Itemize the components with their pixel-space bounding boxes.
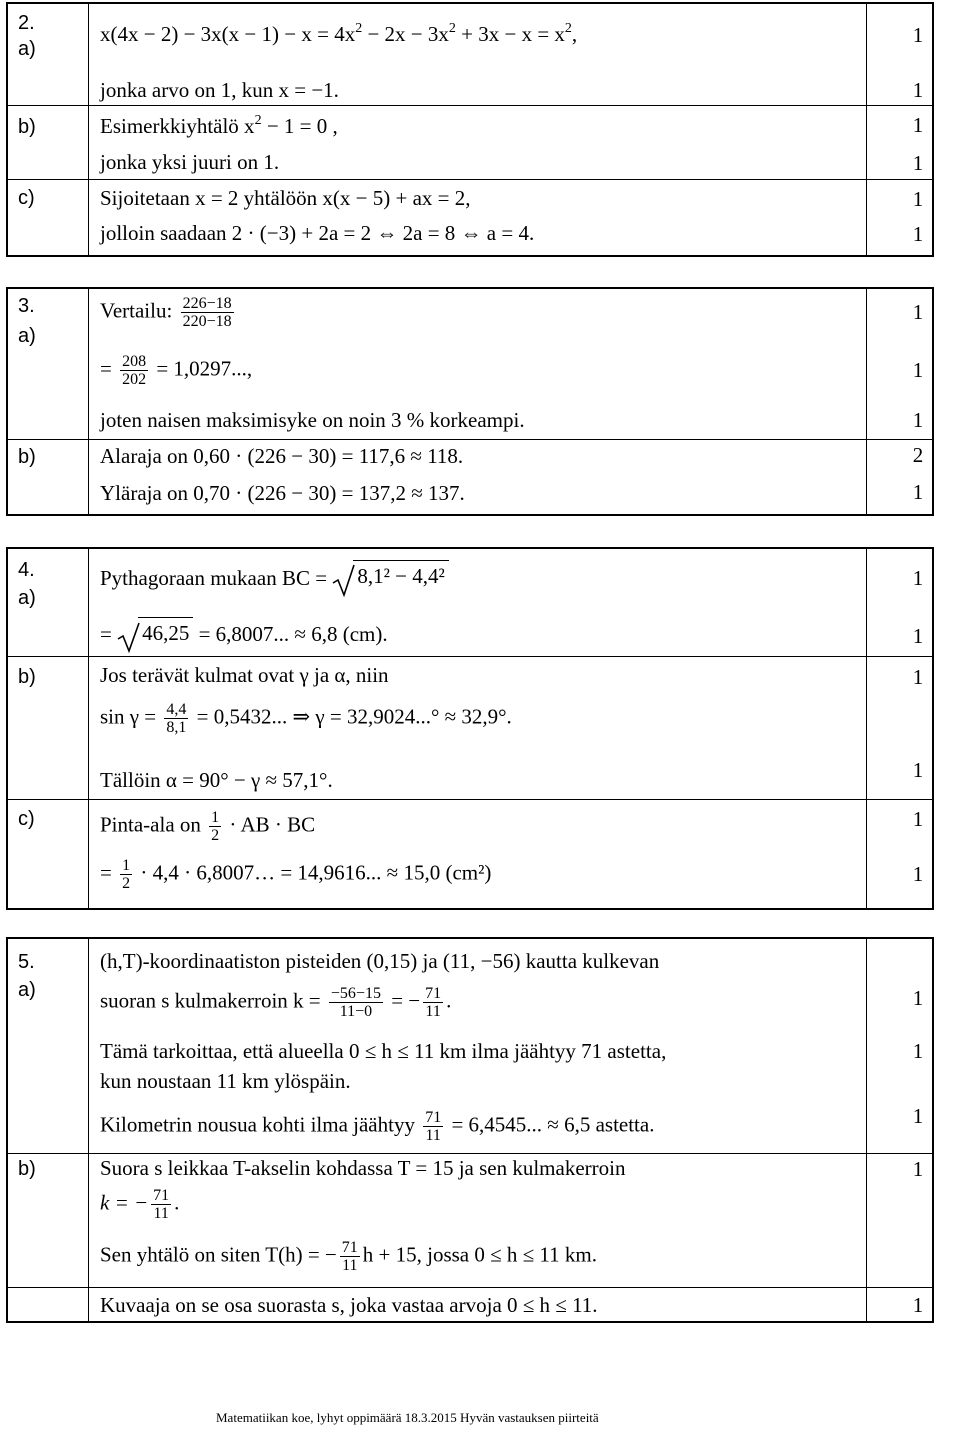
fraction: $\frac{4,4}{8,1}$ bbox=[166, 701, 187, 736]
column-divider bbox=[866, 4, 867, 255]
points: 1 bbox=[912, 151, 924, 175]
answer-line: Kilometrin nousua kohti ilma jäähtyy $\frac{71}{11}$ = 6,4545... ≈ 6,5 astetta. bbox=[100, 1109, 655, 1144]
square-root: 46,25 bbox=[117, 620, 193, 653]
answer-line: k = − $\frac{71}{11}$ . bbox=[100, 1187, 180, 1222]
points: 1 bbox=[912, 862, 924, 886]
answer-line: Vertailu: $\frac{226-18}{220-18}$ bbox=[100, 295, 232, 330]
fraction: $\frac{71}{11}$ bbox=[153, 1187, 170, 1222]
task-number: 4. bbox=[18, 559, 35, 581]
task-number: 3. bbox=[18, 295, 35, 317]
points: 1 bbox=[912, 624, 924, 648]
answer-line: Pythagoraan mukaan BC = 8,1² − 4,4² bbox=[100, 563, 449, 597]
points: 1 bbox=[912, 78, 924, 102]
answer-line: (h,T)-koordinaatiston pisteiden (0,15) ja (11, −56) kautta kulkevan bbox=[100, 949, 660, 973]
answer-line: Tämä tarkoittaa, että alueella 0 ≤ h ≤ 11 km ilma jäähtyy 71 astetta, bbox=[100, 1039, 667, 1063]
column-divider bbox=[866, 289, 867, 514]
fraction: $\frac{1}{2}$ bbox=[122, 857, 131, 892]
points: 1 bbox=[912, 807, 924, 831]
points: 1 bbox=[912, 113, 924, 137]
row-divider bbox=[8, 799, 932, 800]
answer-line: $x(4x - 2) - 3x(x - 1) - x = 4x^2 - 2x - 3x^2 + 3x - x = x^2$, bbox=[100, 21, 578, 46]
answer-line: Jos terävät kulmat ovat γ ja α, niin bbox=[100, 663, 389, 687]
answer-line: Sen yhtälö on siten T(h) = − $\frac{71}{11}$ h + 15, jossa 0 ≤ h ≤ 11 km. bbox=[100, 1239, 597, 1274]
points: 1 bbox=[912, 665, 924, 689]
part-label: c) bbox=[18, 808, 35, 830]
part-label: b) bbox=[18, 446, 36, 468]
answer-line: = $\frac{1}{2}$ · 4,4 · 6,8007… = 14,9616... ≈ 15,0 (cm²) bbox=[100, 857, 492, 892]
answer-line: Tällöin α = 90° − γ ≈ 57,1°. bbox=[100, 768, 333, 792]
answer-line: jolloin saadaan 2 · (−3) + 2a = 2 ⇔ 2a = 8 ⇔ a = 4. bbox=[100, 221, 535, 245]
section-2 bbox=[6, 2, 934, 257]
answer-line: Alaraja on 0,60 · (226 − 30) = 117,6 ≈ 118. bbox=[100, 444, 464, 468]
section-5 bbox=[6, 937, 934, 1323]
part-label: c) bbox=[18, 187, 35, 209]
row-divider bbox=[8, 1153, 932, 1154]
points: 1 bbox=[912, 758, 924, 782]
part-label: a) bbox=[18, 38, 36, 60]
points: 1 bbox=[912, 408, 924, 432]
column-divider bbox=[866, 549, 867, 908]
column-divider bbox=[866, 939, 867, 1321]
fraction: $\frac{226-18}{220-18}$ bbox=[182, 295, 232, 330]
answer-line: = $\frac{208}{202}$ = 1,0297..., bbox=[100, 353, 253, 388]
page-footer: Matematiikan koe, lyhyt oppimäärä 18.3.2015 Hyvän vastauksen piirteitä bbox=[216, 1410, 599, 1425]
answer-line: Pinta-ala on $\frac{1}{2}$ · AB · BC bbox=[100, 809, 316, 844]
points: 1 bbox=[912, 1039, 924, 1063]
points: 1 bbox=[912, 480, 924, 504]
answer-line: joten naisen maksimisyke on noin 3 % korkeampi. bbox=[100, 408, 525, 432]
answer-line: suoran s kulmakerroin k = $\frac{-56-15}{11-0}$ = − $\frac{71}{11}$ . bbox=[100, 985, 452, 1020]
fraction: $\frac{208}{202}$ bbox=[122, 353, 147, 388]
points: 1 bbox=[912, 1293, 924, 1317]
fraction: $\frac{1}{2}$ bbox=[211, 809, 220, 844]
task-number: 2. bbox=[18, 12, 35, 34]
points: 1 bbox=[912, 222, 924, 246]
answer-line: Esimerkkiyhtälö $x^2 - 1 = 0$ , bbox=[100, 113, 338, 138]
row-divider bbox=[8, 656, 932, 657]
column-divider bbox=[88, 549, 89, 908]
answer-line: jonka yksi juuri on 1. bbox=[100, 150, 280, 174]
answer-line: = 46,25 = 6,8007... ≈ 6,8 (cm). bbox=[100, 619, 388, 653]
points: 1 bbox=[912, 23, 924, 47]
row-divider bbox=[8, 179, 932, 180]
column-divider bbox=[88, 289, 89, 514]
points: 1 bbox=[912, 187, 924, 211]
column-divider bbox=[88, 4, 89, 255]
part-label: a) bbox=[18, 979, 36, 1001]
points: 1 bbox=[912, 986, 924, 1010]
answer-line: sin γ = $\frac{4,4}{8,1}$ = 0,5432... ⇒ γ = 32,9024...° ≈ 32,9°. bbox=[100, 701, 512, 736]
answer-line: Suora s leikkaa T-akselin kohdassa T = 15 ja sen kulmakerroin bbox=[100, 1156, 626, 1180]
section-4 bbox=[6, 547, 934, 910]
points: 2 bbox=[912, 443, 924, 467]
square-root: 8,1² − 4,4² bbox=[332, 563, 448, 597]
part-label: b) bbox=[18, 1158, 36, 1180]
answer-line: kun noustaan 11 km ylöspäin. bbox=[100, 1069, 351, 1093]
fraction: $\frac{71}{11}$ bbox=[425, 1109, 442, 1144]
row-divider bbox=[8, 105, 932, 106]
column-divider bbox=[88, 939, 89, 1321]
points: 1 bbox=[912, 1104, 924, 1128]
part-label: a) bbox=[18, 587, 36, 609]
answer-line: jonka arvo on 1, kun x = −1. bbox=[100, 78, 339, 102]
answer-line: Kuvaaja on se osa suorasta s, joka vastaa arvoja 0 ≤ h ≤ 11. bbox=[100, 1293, 598, 1317]
answer-line: Sijoitetaan x = 2 yhtälöön x(x − 5) + ax = 2, bbox=[100, 186, 471, 210]
task-number: 5. bbox=[18, 951, 35, 973]
row-divider bbox=[8, 1287, 932, 1288]
part-label: b) bbox=[18, 116, 36, 138]
fraction: $\frac{-56-15}{11-0}$ bbox=[330, 985, 381, 1020]
answer-line: Yläraja on 0,70 · (226 − 30) = 137,2 ≈ 137. bbox=[100, 481, 465, 505]
part-label: a) bbox=[18, 325, 36, 347]
points: 1 bbox=[912, 1157, 924, 1181]
section-3 bbox=[6, 287, 934, 516]
row-divider bbox=[8, 439, 932, 440]
points: 1 bbox=[912, 566, 924, 590]
fraction: $\frac{71}{11}$ bbox=[425, 985, 442, 1020]
points: 1 bbox=[912, 358, 924, 382]
points: 1 bbox=[912, 300, 924, 324]
fraction: $\frac{71}{11}$ bbox=[341, 1239, 358, 1274]
part-label: b) bbox=[18, 666, 36, 688]
